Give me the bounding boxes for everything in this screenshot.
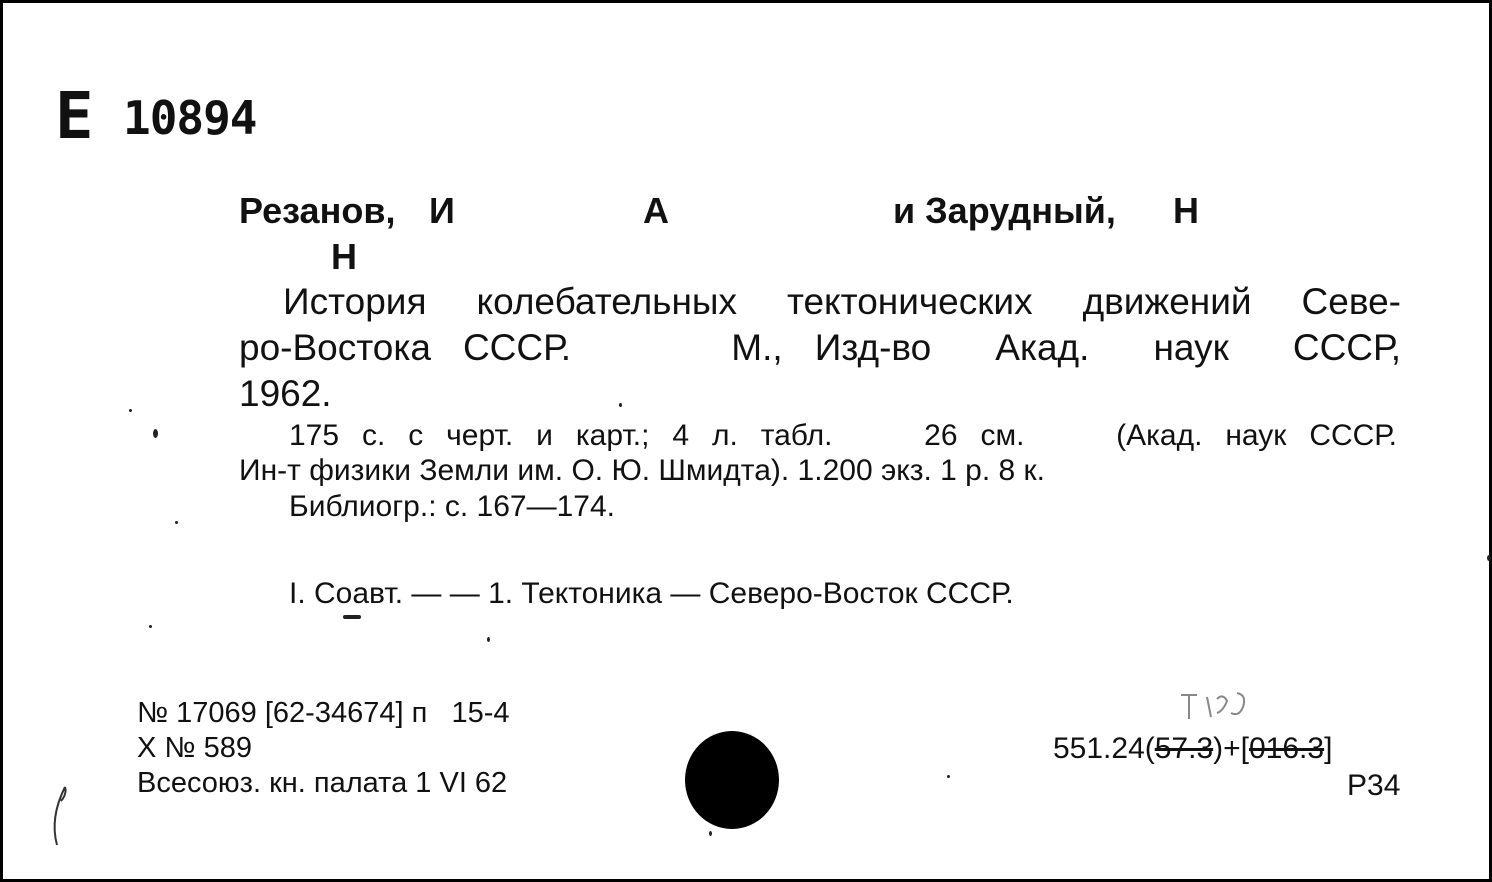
speck [1487, 555, 1491, 561]
speck [129, 409, 132, 412]
author-initial-patronymic: А [643, 190, 669, 231]
margin-mark [43, 783, 83, 853]
udc-suffix: ] [1324, 732, 1333, 765]
call-letter: Е [55, 80, 96, 154]
speck [487, 637, 490, 642]
collation-line: 175 с. с черт. и карт.; 4 л. табл. 26 см. (Акад. наук СССР. [289, 419, 1397, 452]
coauthor-initial-patronymic: Н [331, 236, 357, 277]
speck [947, 775, 950, 778]
speck [153, 429, 158, 438]
udc-struck-b: 016.3 [1249, 732, 1325, 765]
speck [343, 615, 361, 619]
speck [149, 625, 152, 628]
coauthor-name: и Зарудный, [893, 190, 1116, 231]
author-surname: Резанов, [239, 190, 396, 231]
registration-number: № 17069 [62-34674] п 15-4 [137, 697, 510, 729]
call-number: 10894 [123, 91, 257, 145]
faint-stamp [1177, 685, 1257, 725]
udc-classification [1053, 734, 1332, 764]
author-mark: Р34 [1347, 769, 1401, 802]
speck [175, 521, 178, 524]
coauthor-initial-first: Н [1173, 190, 1199, 231]
title-line: История колебательных тектонических движений Севе- [283, 281, 1401, 322]
udc-mid: )+[ [1213, 732, 1249, 765]
udc-prefix: 551.24( [1053, 732, 1155, 765]
title-line: 1962. [239, 373, 332, 414]
speck [619, 403, 622, 407]
bibliography-note: Библиогр.: с. 167—174. [289, 490, 615, 523]
order-number: Х № 589 [137, 732, 252, 764]
collation-line: Ин-т физики Земли им. О. Ю. Шмидта). 1.200 экз. 1 р. 8 к. [239, 454, 1046, 487]
chamber-imprint: Всесоюз. кн. палата 1 VI 62 [137, 767, 508, 799]
udc-struck-a: 57.3 [1154, 732, 1214, 765]
author-initial-first: И [429, 190, 455, 231]
punch-hole [685, 731, 779, 829]
speck [709, 831, 712, 836]
tracing-line: I. Соавт. — — 1. Тектоника — Северо-Восток СССР. [289, 577, 1014, 610]
title-line: ро-Востока СССР. М., Изд-во Акад. наук СССР, [239, 327, 1401, 368]
